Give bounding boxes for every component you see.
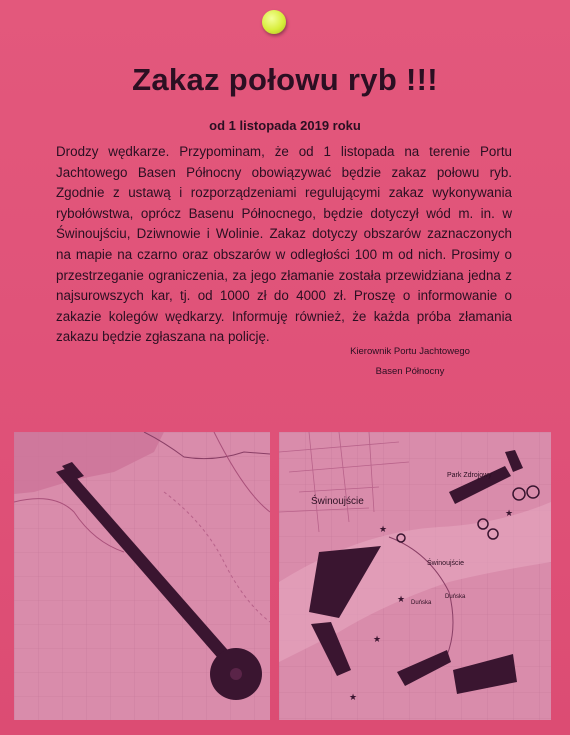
signature-name: Basen Północny [375,366,445,377]
map-breakwater-drawing [14,432,270,720]
svg-text:★: ★ [505,508,514,518]
map-label-park: Park Zdrojowy [447,472,492,479]
notice-subtitle: od 1 listopada 2019 roku [209,118,361,133]
svg-text:★: ★ [373,634,382,644]
map-breakwater [14,432,270,720]
notice-title: Zakaz połowu ryb !!! [132,62,438,97]
pushpin-icon [262,10,286,34]
map-port-drawing [279,432,551,720]
map-label-street-2: Duńska [445,594,466,600]
svg-text:★: ★ [349,692,358,702]
map-label-city: Świnoujście [311,496,364,507]
map-port [279,432,551,720]
notice-body: Drodzy wędkarze. Przypominam, że od 1 listopada na terenie Portu Jachtowego Basen Północny obowiązywać będzie zakaz połowu ryb. Zgodnie z ustawą i rozporządzeniami regulującymi zakaz wykonywania rybołówstwa, oprócz Basenu Północnego, będzie dotyczył wód m. in. w Świnoujściu, Dziwnowie i Wolinie. Zakaz dotyczy obszarów zaznaczonych na mapie na czarno oraz obszarów w odległości 100 m od nich. Prosimy o przestrzeganie ograniczenia, za jego złamanie została przewidziana jedna z najsurowszych kar, tj. od 1000 zł do 4000 zł. Proszę o informowanie o zakazie kolegów wędkarzy. Informuję również, że każda próba złamania zakazu będzie zgłaszana na policję. [56,144,512,345]
signature-title: Kierownik Portu Jachtowego [350,346,470,357]
map-label-street-1: Duńska [411,600,432,606]
svg-text:★: ★ [379,524,388,534]
map-label-district: Świnoujście [427,560,464,567]
svg-text:★: ★ [397,594,406,604]
